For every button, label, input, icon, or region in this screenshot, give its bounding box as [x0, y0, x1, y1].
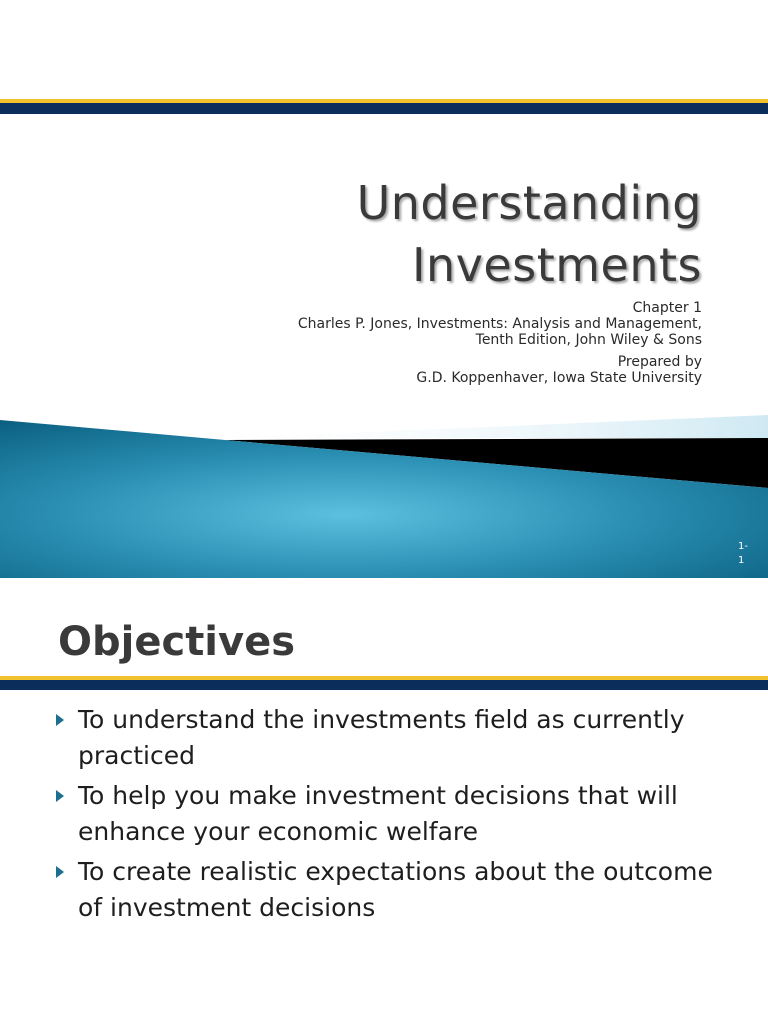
main-title-line2: Investments — [411, 238, 702, 292]
main-title — [142, 172, 702, 296]
objectives-list — [54, 702, 744, 930]
slide-number-line2: 1 — [738, 555, 745, 566]
objectives-slide — [0, 578, 768, 1024]
book-citation-line1: Charles P. Jones, Investments: Analysis and Management, — [297, 316, 702, 332]
prepared-by-label: Prepared by — [617, 354, 702, 370]
slide-number — [738, 540, 758, 568]
top-navy-rule — [0, 103, 768, 114]
decorative-banner — [0, 410, 768, 578]
triangle-right-icon — [56, 714, 64, 726]
list-item — [54, 702, 744, 774]
main-title-line1: Understanding — [356, 176, 702, 230]
list-item-text: To understand the investments field as currently practiced — [78, 705, 685, 770]
triangle-right-icon — [56, 866, 64, 878]
list-item-text: To help you make investment decisions that will enhance your economic welfare — [78, 781, 678, 846]
chapter-label: Chapter 1 — [632, 300, 702, 316]
list-item-text: To create realistic expectations about the outcome of investment decisions — [78, 857, 713, 922]
banner-light-sliver — [230, 415, 768, 438]
triangle-right-icon — [56, 790, 64, 802]
book-citation-line2: Tenth Edition, John Wiley & Sons — [475, 332, 702, 348]
objectives-title: Objectives — [58, 619, 296, 665]
preparer-name: G.D. Koppenhaver, Iowa State University — [416, 370, 702, 386]
subtitle-block — [142, 300, 702, 386]
list-item — [54, 778, 744, 850]
list-item — [54, 854, 744, 926]
objectives-navy-rule — [0, 680, 768, 690]
slide-number-line1: 1- — [738, 541, 748, 552]
